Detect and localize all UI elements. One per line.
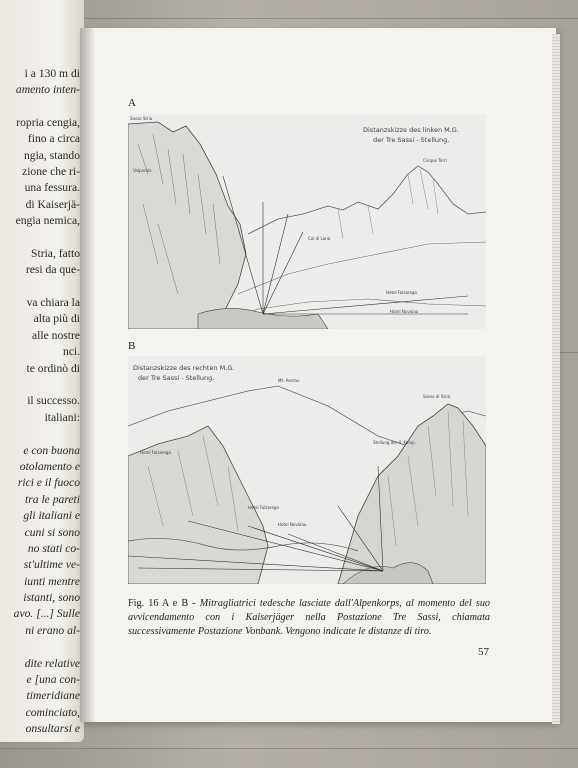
figure-b-label: B [128,340,136,352]
figure-b-label-4: Sasso di Stria [423,394,451,399]
left-page-line: rici e il fuoco [17,476,80,490]
left-page-line: ni erano al- [25,623,80,637]
left-page-text [0,0,80,738]
left-page-line: resi da que- [25,263,80,277]
caption-prefix: Fig. 16 A e B - [128,598,200,609]
figure-caption [128,597,490,639]
left-page-line: amento inten- [15,82,80,96]
left-page-line: gli italiani e [23,509,80,523]
left-page-line [0,279,80,295]
left-page-line: avo. [...] Sulle [13,607,80,621]
left-page-line: ngia, stando [23,148,80,162]
figure-a-label: A [128,97,136,109]
left-page-line: cuni si sono [24,525,80,539]
left-page-line: alle nostre [32,328,80,342]
left-page-line: italiani: [44,410,80,424]
left-page-line: e [una con- [26,673,80,687]
left-page-line: e con buona [23,443,80,457]
left-page-line: nci. [62,345,80,359]
figure-a-label-4: Hotel Nuvolau [390,309,419,314]
figure-a-label-2: Cinque Torri [423,158,447,163]
left-page-line: istanti, sono [23,591,80,605]
figure-b-sketch [128,356,486,584]
left-page-line: engia nemica, [15,214,80,228]
figure-b-label-3: Hotel Nuvolau [278,522,307,527]
left-page-line: di Kaiserjä- [25,197,80,211]
figure-b-plate [128,356,486,584]
left-page-line: cominciato, [25,705,80,719]
figure-a-label-1: Sasso Stria [130,116,153,121]
figure-a-plate [128,114,486,329]
spine-shadow [80,28,96,722]
left-page [0,0,84,742]
left-page-line: i a 130 m di [24,66,80,80]
left-page-line: zione che ri- [22,164,80,178]
left-page-line [0,639,80,655]
left-page-line: te ordinò di [26,361,80,375]
figure-b-label-2: Hotel Falzarego [248,505,279,510]
figure-a-label-3: Hotel Falzarego [386,290,417,295]
left-page-line [0,49,80,65]
left-page-line: no stati co- [27,541,80,555]
page-edge [552,34,560,724]
left-page-line: timeridiane [26,689,80,703]
left-page-line: st'ultime ve- [23,558,80,572]
left-page-line [0,16,80,32]
page-number: 57 [478,646,489,658]
left-page-line: otolamento e [19,459,80,473]
figure-b-label-5: Stellung der II. Komp. [373,440,417,445]
left-page-line: il successo. [27,394,80,408]
left-page-line: iunti mentre [24,574,80,588]
left-page-line: dite relative [24,656,80,670]
caption-text: Mitragliatrici tedesche lasciate dall'Alpenkorps, al momento del suo avvicendamento con i Kaiserjäger nella Postazione Tre Sassi, chiamata successivamente Postazione Vonbank. Vengono indicate le distanze di tiro. [128,598,491,637]
left-page-line [0,0,80,16]
left-page-line [0,426,80,442]
left-page-line: una fessura. [24,181,80,195]
left-page-line: alta più di [33,312,80,326]
left-page-line: tra le pareti [25,492,80,506]
left-page-line [0,33,80,49]
figure-a-label-5: Valparola [133,168,152,173]
figure-b-label-6: Hotel Falzarego [140,450,171,455]
left-page-line [0,98,80,114]
left-page-line [0,377,80,393]
left-page-line: fino a circa [27,132,80,146]
left-page-line: Stria, fatto [31,246,80,260]
left-page-line [0,229,80,245]
left-page-line: ropria cengia, [16,115,80,129]
figure-a-label-6: Col di Lana [308,236,331,241]
figure-b-title-1: Distanzskizze des rechten M.G. [133,364,235,372]
figure-b-title-2: der Tre Sassi - Stellung. [138,374,215,382]
figure-b-label-1: Mt. Averau [278,378,300,383]
figure-a-sketch [128,114,486,329]
left-page-line: onsultarsi e [25,722,80,736]
left-page-line: va chiara la [26,296,80,310]
figure-a-title-1: Distanzskizze des linken M.G. [363,126,459,134]
figure-a-title-2: der Tre Sassi - Stellung. [373,136,450,144]
